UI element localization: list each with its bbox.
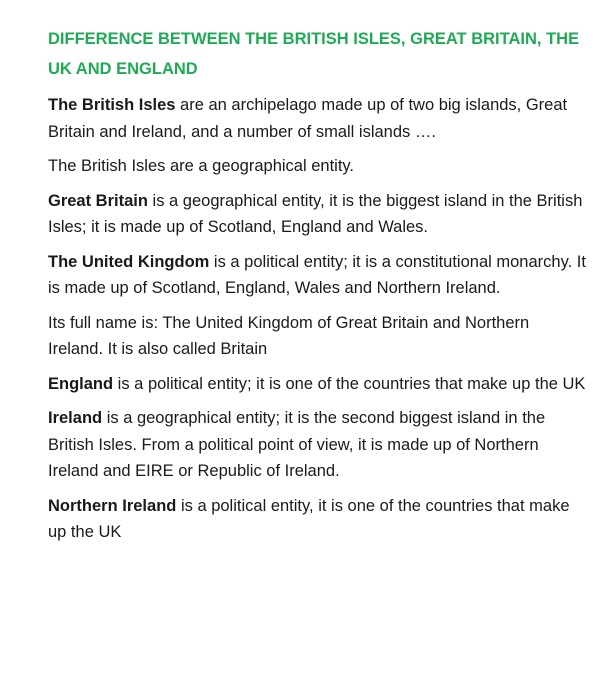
term-ireland: Ireland	[48, 409, 103, 427]
term-great-britain: Great Britain	[48, 191, 148, 210]
paragraph-text: is a political entity; it is one of the countries that make up the UK	[113, 374, 586, 393]
term-united-kingdom: The United Kingdom	[48, 252, 210, 271]
term-northern-ireland: Northern Ireland	[48, 496, 177, 515]
paragraph-text: is a geographical entity, it is the biggest island in the British Isles; it is made up of Scotland, England and Wales.	[48, 191, 583, 236]
paragraph-text: is a political entity, it is one of the countries that make up the UK	[48, 496, 570, 541]
paragraph-england	[48, 371, 588, 398]
paragraph-text: is a geographical entity; it is the second biggest island in the British Isles. From a political point of view, it is made up of Northern Ireland and EIRE or Republic of Ireland.	[48, 409, 546, 480]
document-page	[48, 24, 588, 554]
paragraph-full-name	[48, 310, 588, 363]
paragraph-text: is a political entity; it is a constitutional monarchy. It is made up of Scotland, England, Wales and Northern Ireland.	[48, 252, 586, 297]
paragraph-united-kingdom	[48, 249, 588, 302]
paragraph-great-britain	[48, 188, 588, 241]
paragraph-ireland	[48, 405, 588, 485]
term-british-isles: The British Isles	[48, 96, 176, 114]
paragraph-british-isles-entity	[48, 153, 588, 180]
paragraph-text: Its full name is: The United Kingdom of Great Britain and Northern Ireland. It is also called Britain	[48, 313, 530, 358]
paragraph-text: are an archipelago made up of two big islands, Great Britain and Ireland, and a number of small islands ….	[48, 96, 568, 141]
paragraph-text: The British Isles are a geographical entity.	[48, 157, 355, 175]
term-england: England	[48, 374, 114, 393]
document-title: DIFFERENCE BETWEEN THE BRITISH ISLES, GREAT BRITAIN, THE UK AND ENGLAND	[48, 30, 580, 78]
paragraph-british-isles	[48, 92, 588, 145]
paragraph-northern-ireland	[48, 493, 588, 546]
